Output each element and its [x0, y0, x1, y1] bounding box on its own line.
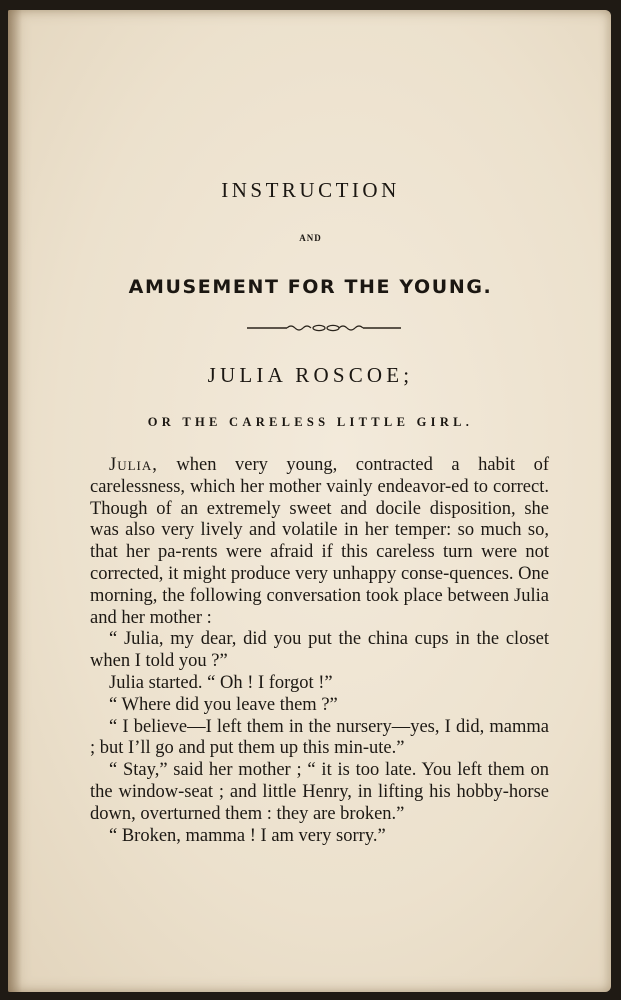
- paragraph-4: “ Where did you leave them ?”: [109, 694, 338, 715]
- story-body: [90, 455, 549, 847]
- paragraph-6: “ Stay,” said her mother ; “ it is too late. You left them on the window-seat ; and little Henry, in lifting his hobby-horse down, overturned them : they are broken.”: [90, 760, 549, 824]
- paragraph-2: “ Julia, my dear, did you put the china cups in the closet when I told you ?”: [90, 629, 549, 672]
- paragraph-3: Julia started. “ Oh ! I forgot !”: [109, 672, 333, 693]
- series-title: INSTRUCTION: [221, 178, 400, 202]
- paragraph-5: “ I believe—I left them in the nursery—yes, I did, mamma ; but I’ll go and put them up this min-ute.”: [90, 716, 549, 759]
- page-spine-shadow: [8, 10, 22, 992]
- paragraph-lead: Julia,: [109, 455, 158, 475]
- paragraph-1: [90, 455, 549, 629]
- paragraph-text: when very young, contracted a habit of carelessness, which her mother vainly endeavor-ed to correct. Though of an extremely sweet and docile disposition, she was also very lively and volatile in her temper: so much so, that her pa-rents were afraid if this careless turn were not corrected, it might produce very unhappy conse-quences. One morning, the following conversation took place between Julia and her mother :: [90, 455, 549, 628]
- series-subtitle: AMUSEMENT FOR THE YOUNG.: [128, 276, 493, 298]
- story-title: JULIA ROSCOE;: [207, 363, 414, 387]
- paragraph-7: “ Broken, mamma ! I am very sorry.”: [109, 825, 386, 846]
- story-alt-title: OR THE CARELESS LITTLE GIRL.: [147, 415, 474, 429]
- series-conjunction: AND: [299, 233, 322, 243]
- ornamental-rule: [243, 322, 403, 334]
